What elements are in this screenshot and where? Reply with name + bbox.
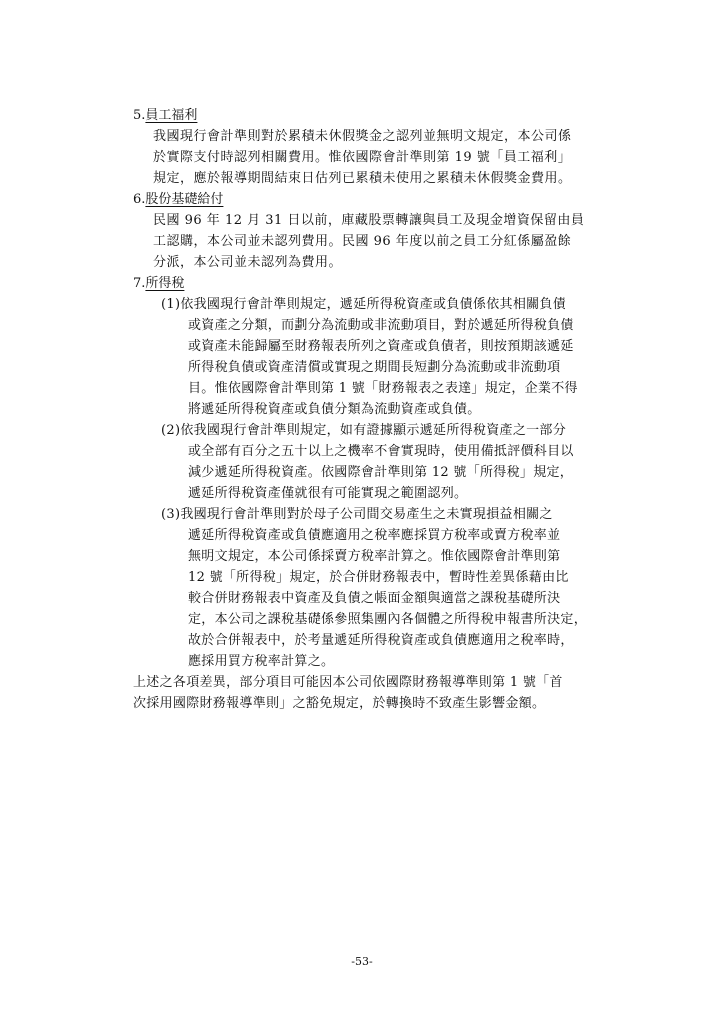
list-item-line: 所得稅負債或資產清償或實現之期間長短劃分為流動或非流動項	[188, 360, 561, 375]
section-title: 股份基礎給付	[145, 192, 224, 207]
section-title: 所得稅	[145, 276, 185, 291]
list-item-line: 遞延所得稅資產或負債應適用之稅率應採買方稅率或賣方稅率並	[188, 528, 561, 543]
list-item-line: 減少遞延所得稅資產。依國際會計準則第 12 號「所得稅」規定，	[188, 465, 574, 480]
paragraph-line: 於實際支付時認列相關費用。惟依國際會計準則第 19 號「員工福利」	[153, 150, 572, 165]
list-item-text: 依我國現行會計準則規定，遞延所得稅資產或負債係依其相關負債	[180, 297, 567, 312]
list-item-line: 或全部有百分之五十以上之機率不會實現時，使用備抵評價科目以	[188, 444, 574, 459]
list-item-line: 或資產未能歸屬至財務報表所列之資產或負債者，則按預期該遞延	[188, 339, 574, 354]
section-heading-share-based-payment	[133, 190, 223, 210]
list-item-line: 或資產之分類，而劃分為流動或非流動項目，對於遞延所得稅負債	[188, 318, 574, 333]
section-heading-employee-benefits	[133, 106, 197, 126]
list-item-line: 定，本公司之課稅基礎係參照集團內各個體之所得稅申報書所決定，	[188, 612, 588, 627]
list-item-label: (1)	[161, 297, 181, 312]
section-number: 7.	[133, 276, 146, 291]
list-item-2	[161, 421, 566, 441]
paragraph-line: 規定，應於報導期間結束日估列已累積未使用之累積未休假獎金費用。	[153, 171, 572, 186]
list-item-3	[161, 505, 553, 525]
closing-paragraph-line: 上述之各項差異，部分項目可能因本公司依國際財務報導準則第 1 號「首	[133, 675, 563, 690]
list-item-label: (3)	[161, 507, 181, 522]
paragraph-line: 民國 96 年 12 月 31 日以前，庫藏股票轉讓與員工及現金增資保留由員	[153, 213, 585, 228]
paragraph-line: 我國現行會計準則對於累積未休假獎金之認列並無明文規定，本公司係	[153, 129, 572, 144]
paragraph-line: 分派，本公司並未認列為費用。	[153, 255, 343, 270]
list-item-label: (2)	[161, 423, 181, 438]
section-title: 員工福利	[145, 108, 198, 123]
list-item-text: 依我國現行會計準則規定，如有證據顯示遞延所得稅資產之一部分	[180, 423, 567, 438]
list-item-line: 將遞延所得稅資產或負債分類為流動資產或負債。	[188, 402, 481, 417]
section-heading-income-tax	[133, 274, 184, 294]
section-number: 5.	[133, 108, 146, 123]
list-item-line: 遞延所得稅資產僅就很有可能實現之範圍認列。	[188, 486, 468, 501]
section-number: 6.	[133, 192, 146, 207]
page-number: -53-	[351, 955, 373, 968]
list-item-line: 目。惟依國際會計準則第 1 號「財務報表之表達」規定，企業不得	[188, 381, 578, 396]
paragraph-line: 工認購，本公司並未認列費用。民國 96 年度以前之員工分紅係屬盈餘	[153, 234, 572, 249]
list-item-line: 無明文規定，本公司係採賣方稅率計算之。惟依國際會計準則第	[188, 549, 561, 564]
list-item-1	[161, 295, 566, 315]
list-item-line: 應採用買方稅率計算之。	[188, 654, 335, 669]
closing-paragraph-line: 次採用國際財務報導準則」之豁免規定，於轉換時不致產生影響金額。	[133, 696, 546, 711]
list-item-line: 故於合併報表中，於考量遞延所得稅資產或負債應適用之稅率時，	[188, 633, 574, 648]
list-item-line: 較合併財務報表中資產及負債之帳面金額與適當之課稅基礎所決	[188, 591, 561, 606]
list-item-line: 12 號「所得稅」規定，於合併財務報表中，暫時性差異係藉由比	[188, 570, 569, 585]
list-item-text: 我國現行會計準則對於母子公司間交易產生之未實現損益相關之	[180, 507, 553, 522]
